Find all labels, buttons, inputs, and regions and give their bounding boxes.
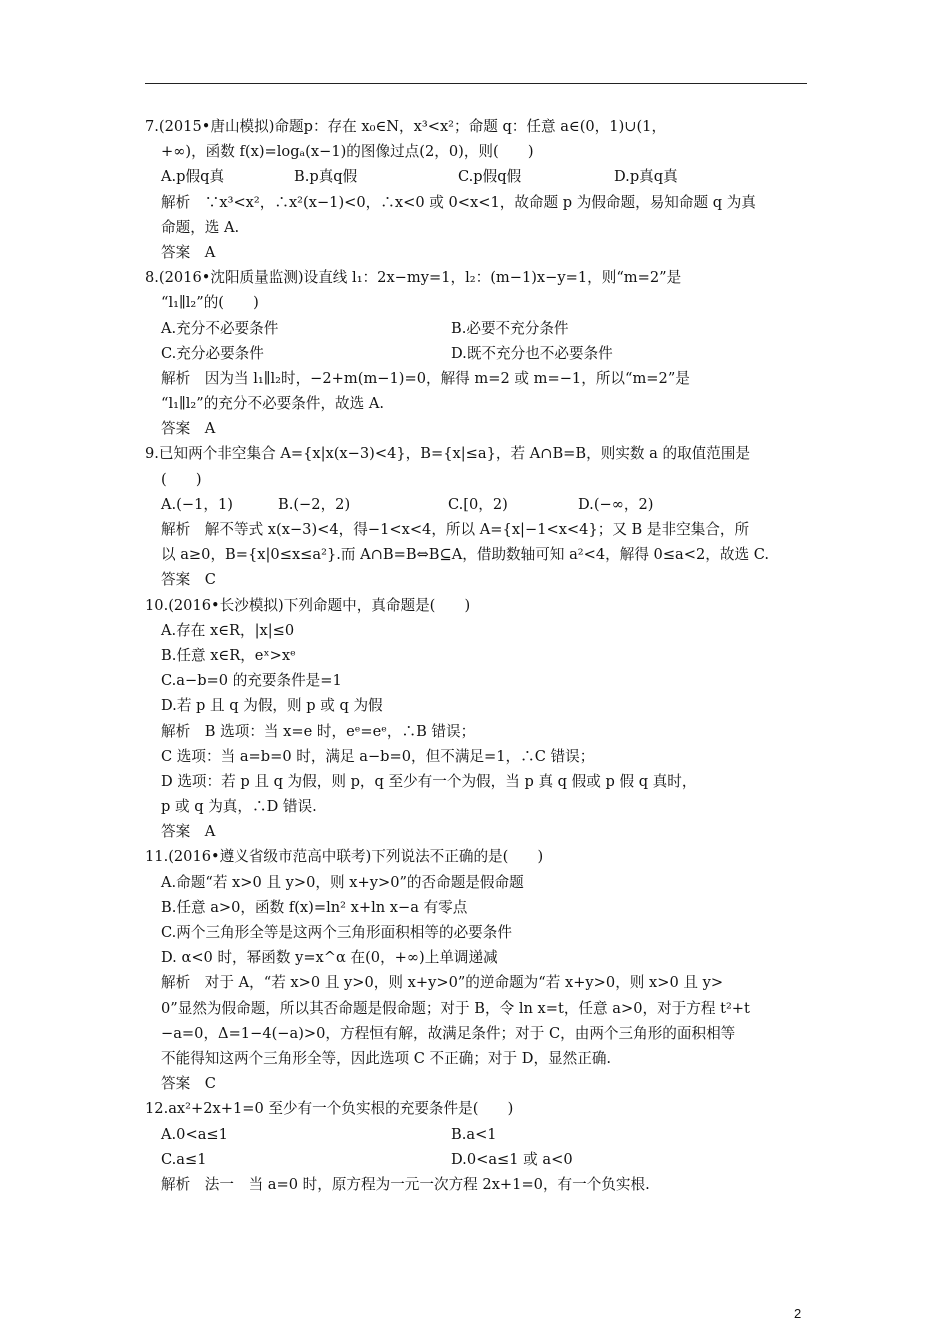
q12-option-c: C.a≤1 [161,1150,207,1168]
q11-answer: 答案 C [161,1075,216,1093]
q8-analysis-line-1: 解析 因为当 l₁∥l₂时，−2+m(m−1)=0，解得 m=2 或 m=−1，所以“m=2”是 [161,369,690,387]
q9-option-d: D.(−∞，2) [578,495,654,513]
q9-option-b: B.(−2，2) [278,495,351,513]
q11-option-c: C.两个三角形全等是这两个三角形面积相等的必要条件 [161,924,512,941]
q11-option-d: D. α<0 时，幂函数 y=x^α 在(0，+∞)上单调递减 [161,949,498,967]
q11-analysis-line-4: 不能得知这两个三角形全等，因此选项 C 不正确；对于 D，显然正确. [161,1049,612,1067]
q12-analysis-line-1: 解析 法一 当 a=0 时，原方程为一元一次方程 2x+1=0，有一个负实根. [161,1175,650,1193]
q11-stem-line-1: 11.(2016•遵义省级市范高中联考)下列说法不正确的是( ) [145,848,544,866]
q9-analysis-line-2: 以 a≥0，B={x|0≤x≤a²}.而 A∩B=B⇔B⊆A，借助数轴可知 a²<4，解得 0≤a<2，故选 C. [161,546,769,564]
q12-option-b: B.a<1 [451,1125,497,1143]
q7-analysis-line-2: 命题，选 A. [161,218,240,236]
q8-analysis-line-2: “l₁∥l₂”的充分不必要条件，故选 A. [161,395,385,413]
q11-option-a: A.命题“若 x>0 且 y>0，则 x+y>0”的否命题是假命题 [161,873,524,891]
q10-stem-line-1: 10.(2016•长沙模拟)下列命题中，真命题是( ) [145,596,471,614]
q12-option-d: D.0<a≤1 或 a<0 [451,1150,573,1168]
q9-answer: 答案 C [161,571,216,589]
q9-options [145,492,810,517]
q12-option-a: A.0<a≤1 [161,1125,228,1143]
q10-analysis-line-1: 解析 B 选项：当 x=e 时，eᵉ=eᵉ，∴B 错误； [161,722,476,740]
q11-option-b: B.任意 a>0，函数 f(x)=ln² x+ln x−a 有零点 [161,898,468,916]
q10-option-c: C.a−b=0 的充要条件是=1 [161,672,342,690]
q8-stem-line-2: “l₁∥l₂”的( ) [161,294,259,312]
q7-option-b: B.p真q假 [294,168,358,186]
q9-option-c: C.[0，2) [448,495,508,513]
q9-analysis-line-1: 解析 解不等式 x(x−3)<4，得−1<x<4，所以 A={x|−1<x<4}；又 B 是非空集合，所 [161,521,750,538]
q10-analysis-line-3: D 选项：若 p 且 q 为假，则 p，q 至少有一个为假，当 p 真 q 假或 p 假 q 真时， [161,772,697,790]
q7-option-d: D.p真q真 [614,168,678,186]
q8-options-row-1 [145,316,810,341]
q10-option-a: A.存在 x∈R，|x|≤0 [161,621,295,639]
page-number: 2 [794,1306,802,1321]
q10-analysis-line-2: C 选项：当 a=b=0 时，满足 a−b=0，但不满足=1，∴C 错误； [161,747,595,765]
q12-stem-line-1: 12.ax²+2x+1=0 至少有一个负实根的充要条件是( ) [145,1100,514,1118]
q11-analysis-line-3: −a=0，Δ=1−4(−a)>0，方程恒有解，故满足条件；对于 C，由两个三角形的面积相等 [161,1024,736,1042]
document-body [145,114,810,1197]
q7-analysis-line-1: 解析 ∵x³<x²，∴x²(x−1)<0，∴x<0 或 0<x<1，故命题 p 为假命题，易知命题 q 为真 [161,193,756,211]
q7-stem-line-2: +∞)，函数 f(x)=logₐ(x−1)的图像过点(2，0)，则( ) [161,143,534,161]
q7-options [145,164,810,189]
q9-option-a: A.(−1，1) [161,495,233,513]
q8-option-a: A.充分不必要条件 [161,319,279,337]
q8-answer: 答案 A [161,420,216,438]
q10-analysis-line-4: p 或 q 为真，∴D 错误. [161,798,317,816]
q7-option-a: A.p假q真 [161,168,225,186]
q11-analysis-line-1: 解析 对于 A，“若 x>0 且 y>0，则 x+y>0”的逆命题为“若 x+y>0，则 x>0 且 y> [161,974,724,992]
header-rule [145,83,807,84]
q10-option-b: B.任意 x∈R，eˣ>xᵉ [161,646,296,664]
q10-answer: 答案 A [161,823,216,841]
q11-analysis-line-2: 0”显然为假命题，所以其否命题是假命题；对于 B，令 ln x=t，任意 a>0，对于方程 t²+t [161,999,750,1017]
q12-options-row-2 [145,1147,810,1172]
q9-stem-line-2: ( ) [161,470,202,488]
q8-stem-line-1: 8.(2016•沈阳质量监测)设直线 l₁：2x−my=1，l₂：(m−1)x−y=1，则“m=2”是 [145,269,682,287]
q8-option-b: B.必要不充分条件 [451,319,569,337]
q8-options-row-2 [145,341,810,366]
q12-options-row-1 [145,1122,810,1147]
q8-option-c: C.充分必要条件 [161,344,264,362]
q10-option-d: D.若 p 且 q 为假，则 p 或 q 为假 [161,697,383,715]
q7-answer: 答案 A [161,243,216,261]
q7-stem-line-1: 7.(2015•唐山模拟)命题p：存在 x₀∈N，x³<x²；命题 q：任意 a∈(0，1)∪(1， [145,118,667,135]
q8-option-d: D.既不充分也不必要条件 [451,344,613,362]
q7-option-c: C.p假q假 [458,168,522,186]
q9-stem-line-1: 9.已知两个非空集合 A={x|x(x−3)<4}，B={x|≤a}，若 A∩B=B，则实数 a 的取值范围是 [145,445,751,463]
